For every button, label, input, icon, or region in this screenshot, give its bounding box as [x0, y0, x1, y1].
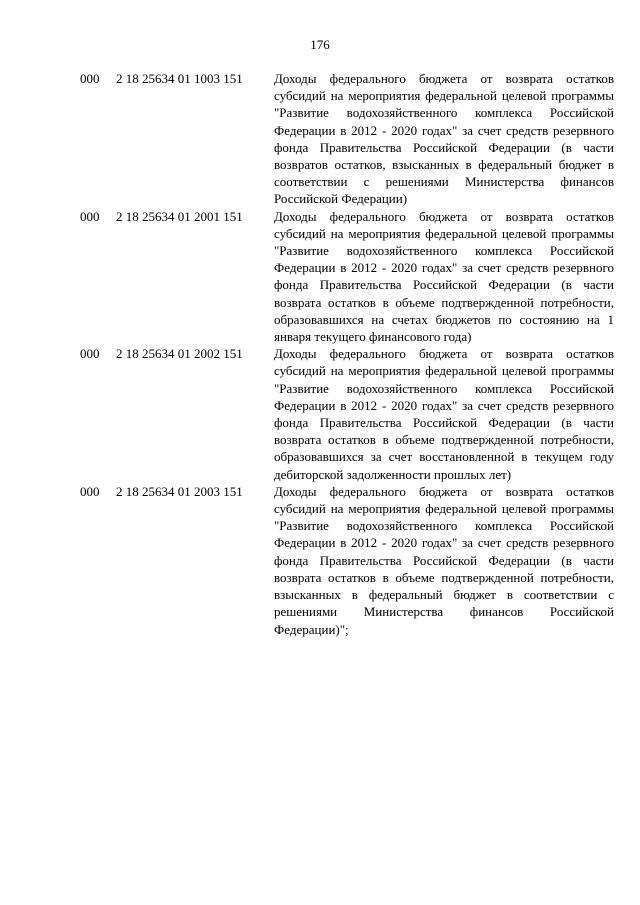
page-number: 176: [310, 37, 330, 52]
budget-classification-code: 2 18 25634 01 2003 151: [116, 483, 243, 499]
admin-code: 000: [80, 71, 100, 86]
budget-classification-code: 2 18 25634 01 2001 151: [116, 208, 243, 224]
table-row: [80, 70, 614, 208]
admin-code: 000: [80, 483, 100, 499]
budget-classification-code: 2 18 25634 01 2002 151: [116, 346, 243, 362]
admin-code: 000: [80, 346, 100, 362]
income-description: Доходы федерального бюджета от возврата остатков субсидий на мероприятия федеральной целевой программы "Развитие водохозяйственного комплекса Российской Федерации в 2012 - 2020 годах" за счет средств резервного фонда Правительства Российской Федерации (в части возврата остатков в объеме подтвержденной потребности, взысканных в федеральный бюджет в соответствии с решениями Министерства финансов Российской Федерации)";: [274, 483, 614, 637]
budget-code-table: [80, 70, 614, 638]
admin-code: 000: [80, 208, 100, 224]
table-row: [80, 345, 614, 483]
budget-classification-code: 2 18 25634 01 1003 151: [116, 71, 243, 86]
income-description: Доходы федерального бюджета от возврата остатков субсидий на мероприятия федеральной целевой программы "Развитие водохозяйственного комплекса Российской Федерации в 2012 - 2020 годах" за счет средств резервного фонда Правительства Российской Федерации (в части возвратов остатков, взысканных в федеральный бюджет в соответствии с решениями Министерства финансов Российской Федерации): [274, 71, 614, 207]
income-description: Доходы федерального бюджета от возврата остатков субсидий на мероприятия федеральной целевой программы "Развитие водохозяйственного комплекса Российской Федерации в 2012 - 2020 годах" за счет средств резервного фонда Правительства Российской Федерации (в части возврата остатков в объеме подтвержденной потребности, образовавшихся за счет восстановленной в текущем году дебиторской задолженности прошлых лет): [274, 346, 614, 482]
income-description: Доходы федерального бюджета от возврата остатков субсидий на мероприятия федеральной целевой программы "Развитие водохозяйственного комплекса Российской Федерации в 2012 - 2020 годах" за счет средств резервного фонда Правительства Российской Федерации (в части возврата остатков в объеме подтвержденной потребности, образовавшихся на счетах бюджетов по состоянию на 1 января текущего финансового года): [274, 208, 614, 345]
table-row: [80, 208, 614, 346]
table-row: [80, 483, 614, 638]
